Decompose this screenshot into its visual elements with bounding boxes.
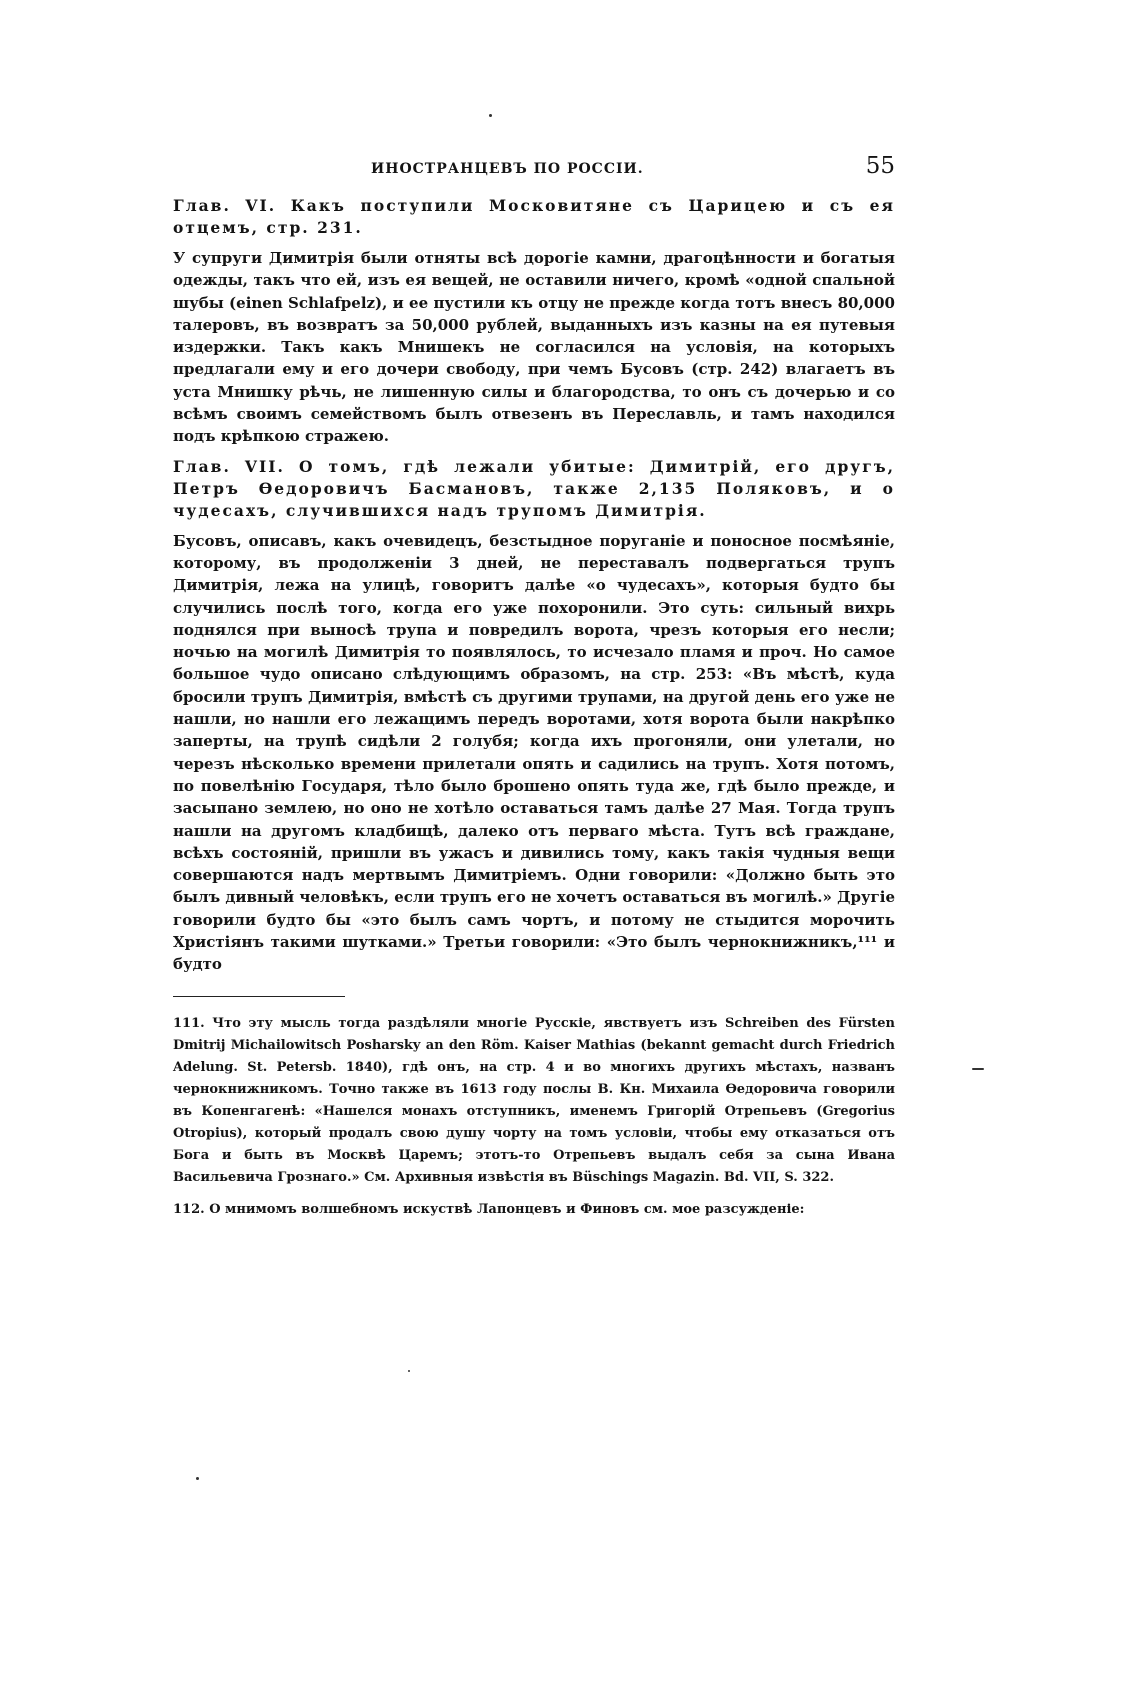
book-page [173, 155, 895, 1231]
footnote-111: 111. Что эту мысль тогда раздѣляли многіе Русскіе, явствуетъ изъ Schreiben des Fürsten Dmitrij Michailowitsch Posharsky an den Röm. Kaiser Mathias (bekannt gemacht durch Friedrich Adelung. St. Petersb. 1840), гдѣ онъ, на стр. 4 и во многихъ другихъ мѣстахъ, названъ чернокнижникомъ. Точно также въ 1613 году послы В. Кн. Михаила Өедоровича говорили въ Копенгагенѣ: «Нашелся монахъ отступникъ, именемъ Григорій Отрепьевъ (Gregorius Otropius), который продалъ свою душу чорту на томъ условіи, чтобы ему отказаться отъ Бога и быть въ Москвѣ Царемъ; этотъ-то Отрепьевъ выдалъ себя за сына Ивана Васильевича Грознаго.» См. Архивныя извѣстія въ Büschings Magazin. Bd. VII, S. 322. [173, 1015, 895, 1185]
running-head [173, 155, 895, 195]
chapter-7-heading: Глав. VII. О томъ, гдѣ лежали убитые: Димитрій, его другъ, Петръ Өедоровичъ Басмановъ, также 2,135 Поляковъ, и о чудесахъ, случившихся надъ трупомъ Димитрія. [173, 456, 895, 520]
chapter-6-heading: Глав. VI. Какъ поступили Московитяне съ Царицею и съ ея отцемъ, стр. 231. [173, 196, 895, 237]
footnote-112: 112. О мнимомъ волшебномъ искуствѣ Лапонцевъ и Финовъ см. мое разсужденіе: [173, 1201, 805, 1217]
chapter-7-paragraph: Бусовъ, описавъ, какъ очевидецъ, безстыдное поруганіе и поносное посмѣяніе, которому, въ продолженіи 3 дней, не переставалъ подвергаться трупъ Димитрія, лежа на улицѣ, говоритъ далѣе «о чудесахъ», которыя будто бы случились послѣ того, когда его уже похоронили. Это суть: сильный вихрь поднялся при выносѣ трупа и повредилъ ворота, чрезъ которыя его несли; ночью на могилѣ Димитрія то появлялось, то исчезало пламя и проч. Но самое большое чудо описано слѣдующимъ образомъ, на стр. 253: «Въ мѣстѣ, куда бросили трупъ Димитрія, вмѣстѣ съ другими трупами, на другой день его уже не нашли, но нашли его лежащимъ передъ воротами, хотя ворота были накрѣпко заперты, на трупѣ сидѣли 2 голубя; когда ихъ прогоняли, они улетали, но черезъ нѣсколько времени прилетали опять и садились на трупъ. Хотя потомъ, по повелѣнію Государя, тѣло было брошено опять туда же, гдѣ было прежде, и засыпано землею, но оно не хотѣло оставаться тамъ далѣе 27 Мая. Тогда трупъ нашли на другомъ кладбищѣ, далеко отъ перваго мѣста. Тутъ всѣ граждане, всѣхъ состояній, пришли въ ужасъ и дивились тому, какъ такія чудныя вещи совершаются надъ мертвымъ Димитріемъ. Одни говорили: «Должно быть это былъ дивный человѣкъ, если трупъ его не хочетъ оставаться въ могилѣ.» Другіе говорили будто бы «это былъ самъ чортъ, и потому не стыдится морочить Христіянъ такими шутками.» Третьи говорили: «Это былъ чернокнижникъ,¹¹¹ и будто [173, 531, 895, 974]
running-title: ИНОСТРАНЦЕВЪ ПО РОССІИ. [371, 161, 644, 177]
scan-speck [196, 1477, 199, 1480]
scan-speck [972, 1068, 984, 1070]
page-number: 55 [865, 153, 895, 179]
chapter-6-paragraph: У супруги Димитрія были отняты всѣ дорогіе камни, драгоцѣнности и богатыя одежды, такъ что ей, изъ ея вещей, не оставили ничего, кромѣ «одной спальной шубы (einen Schlafpelz), и ее пустили къ отцу не прежде когда тотъ внесъ 80,000 талеровъ, въ возвратъ за 50,000 рублей, выданныхъ изъ казны на ея путевыя издержки. Такъ какъ Мнишекъ не согласился на условія, на которыхъ предлагали ему и его дочери свободу, при чемъ Бусовъ (стр. 242) влагаетъ въ уста Мнишку рѣчь, не лишенную силы и благородства, то онъ съ дочерью и со всѣмъ своимъ семействомъ былъ отвезенъ въ Переславль, и тамъ находился подъ крѣпкою стражею. [173, 249, 895, 446]
scan-speck [408, 1370, 410, 1372]
scan-speck [489, 114, 492, 117]
footnote-divider [173, 996, 345, 997]
